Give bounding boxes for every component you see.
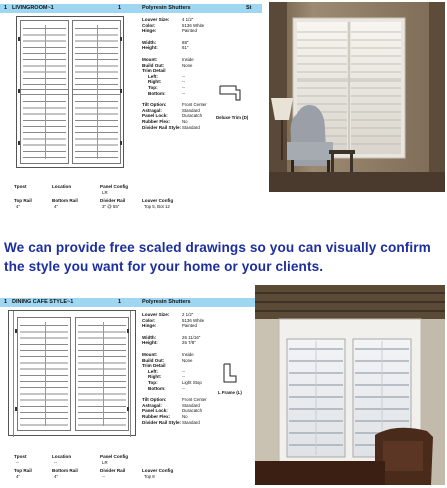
- spec-value: None: [182, 357, 193, 363]
- spec-value: 26 11/16": [182, 334, 201, 340]
- spec-value: 61": [182, 45, 189, 51]
- footer-value: LR: [102, 460, 108, 465]
- spec-label: Hinge:: [142, 28, 157, 34]
- spec-sheet-dining: [0, 290, 262, 488]
- footer-label: Tpost: [14, 454, 27, 459]
- spec-label: Right:: [148, 79, 162, 85]
- spec-label: Color:: [142, 317, 156, 323]
- spec-value: Inside: [182, 56, 194, 62]
- footer-label: Location: [52, 184, 72, 189]
- footer-label: Top Rail: [14, 468, 32, 473]
- spec-row: [142, 28, 262, 34]
- spec-row: [142, 386, 262, 392]
- spec-value: None: [182, 62, 193, 68]
- spec-value: 26 7/8": [182, 340, 196, 346]
- spec-label: Mount:: [142, 56, 158, 62]
- spec-value: No: [182, 413, 188, 419]
- spec-value: Painted: [182, 323, 197, 329]
- spec-label: Left:: [148, 368, 158, 374]
- spec-label: Bottom:: [148, 90, 166, 96]
- spec-label: Tilt Option:: [142, 397, 167, 403]
- spec-label: Louver Size:: [142, 17, 170, 22]
- footer-label: Location: [52, 454, 72, 459]
- footer-value: 4": [16, 204, 21, 209]
- footer-value: --: [54, 460, 57, 465]
- spec-header: [0, 4, 262, 13]
- spec-row: [142, 125, 262, 131]
- footer-value: 4": [54, 204, 59, 209]
- spec-label: Hinge:: [142, 323, 157, 329]
- spec-label: Build Out:: [142, 62, 165, 68]
- footer-value: --: [102, 474, 105, 479]
- spec-value: --: [182, 90, 185, 96]
- spec-value: --: [182, 385, 185, 391]
- spec-value: --: [182, 79, 185, 85]
- spec-label: Panel Lock:: [142, 113, 168, 119]
- spec-label: Left:: [148, 73, 158, 79]
- line-number: 1: [4, 299, 8, 305]
- spec-value: 88": [182, 39, 189, 45]
- footer-value: 4": [16, 474, 21, 479]
- spec-list: [142, 17, 262, 130]
- footer-value: 4": [54, 474, 59, 479]
- footer-label: Panel Config: [100, 184, 129, 189]
- trim-label: Deluxe Trim (D): [216, 115, 249, 120]
- room-name: LIVINGROOM~1: [12, 5, 54, 11]
- spec-row: [142, 323, 262, 329]
- spec-label: Width:: [142, 39, 157, 45]
- footer-label: Divider Rail: [100, 198, 126, 203]
- spec-value: Front Center: [182, 102, 207, 108]
- spec-label: Width:: [142, 334, 157, 340]
- spec-label: Top:: [148, 84, 158, 90]
- spec-label: Tilt Option:: [142, 102, 167, 108]
- spec-row: [142, 420, 262, 426]
- spec-value: --: [182, 374, 185, 380]
- footer-value: 3" @ 55": [102, 204, 120, 209]
- quantity: 1: [118, 299, 122, 305]
- spec-label: Rubber Flex:: [142, 413, 171, 419]
- spec-value: No: [182, 118, 188, 124]
- spec-value: Duracatch: [182, 113, 203, 119]
- spec-label: Divider Rail Style:: [142, 124, 182, 130]
- spec-value: --: [182, 84, 185, 90]
- spec-value: --: [182, 368, 185, 374]
- spec-label: Rubber Flex:: [142, 118, 171, 124]
- shutter-drawing: [16, 16, 124, 168]
- line-number: 1: [4, 5, 8, 11]
- spec-label: Trim Detail: [142, 68, 166, 74]
- spec-label: Build Out:: [142, 357, 165, 363]
- footer-value: --: [16, 460, 19, 465]
- room-name: DINING CAFE STYLE~1: [12, 299, 74, 305]
- spec-label: Louver Size:: [142, 312, 170, 317]
- spec-value: Light Stop: [182, 379, 202, 385]
- spec-value: Standard: [182, 419, 200, 425]
- spec-row: [142, 340, 262, 346]
- footer-label: Louver Config: [142, 198, 174, 203]
- footer-value: Top 5, Bot 12: [144, 204, 170, 209]
- spec-label: Panel Lock:: [142, 408, 168, 414]
- footer-label: Bottom Rail: [52, 198, 78, 203]
- spec-value: Front Center: [182, 397, 207, 403]
- spec-header: [0, 298, 262, 307]
- footer-label: Bottom Rail: [52, 468, 78, 473]
- spec-value: 4 1/2": [182, 17, 194, 22]
- spec-label: Astragal:: [142, 107, 162, 113]
- spec-sheet-livingroom: [0, 0, 262, 232]
- footer-value: LR: [102, 190, 108, 195]
- spec-value: 5136 White: [182, 317, 205, 323]
- promo-banner: We can provide free scaled drawings so you can visually confirm the style you want for your home or your clients.: [4, 240, 431, 274]
- spec-value: Standard: [182, 107, 200, 113]
- spec-label: Right:: [148, 374, 162, 380]
- trim-label: L Frame (L): [218, 390, 242, 395]
- footer-value: Top 8: [144, 474, 155, 479]
- shutter-panel-left: [17, 317, 71, 431]
- spec-value: --: [182, 73, 185, 79]
- shutter-panel-right: [75, 317, 129, 431]
- shutter-panel-right: [72, 20, 121, 164]
- spec-label: Height:: [142, 45, 158, 51]
- quantity: 1: [118, 5, 122, 11]
- spec-label: Bottom:: [148, 385, 166, 391]
- spec-value: Standard: [182, 124, 200, 130]
- product-name: Polyresin Shutters: [142, 5, 191, 11]
- spec-value: 5136 White: [182, 22, 205, 28]
- trim-profile-icon: [218, 82, 244, 104]
- footer-label: Panel Config: [100, 454, 129, 459]
- spec-value: Standard: [182, 402, 200, 408]
- livingroom-photo: [269, 2, 445, 192]
- footer-label: Louver Config: [142, 468, 174, 473]
- header-tail: St: [246, 5, 252, 11]
- spec-row: [142, 45, 262, 51]
- shutter-panel-left: [20, 20, 69, 164]
- trim-profile-icon: [220, 362, 240, 384]
- spec-label: Trim Detail: [142, 363, 166, 369]
- spec-value: Inside: [182, 351, 194, 357]
- spec-label: Mount:: [142, 351, 158, 357]
- spec-label: Height:: [142, 340, 158, 346]
- shutter-drawing: [8, 310, 136, 436]
- spec-label: Astragal:: [142, 402, 162, 408]
- spec-label: Divider Rail Style:: [142, 419, 182, 425]
- footer-label: Top Rail: [14, 198, 32, 203]
- footer-label: Tpost: [14, 184, 27, 189]
- spec-list: [142, 312, 262, 425]
- spec-row: [142, 91, 262, 97]
- dining-photo: [255, 285, 445, 485]
- spec-label: Top:: [148, 379, 158, 385]
- spec-value: 2 1/2": [182, 312, 194, 317]
- product-name: Polyresin Shutters: [142, 299, 191, 305]
- spec-value: Painted: [182, 28, 197, 34]
- spec-label: Color:: [142, 22, 156, 28]
- spec-value: Duracatch: [182, 408, 203, 414]
- footer-label: Divider Rail: [100, 468, 126, 473]
